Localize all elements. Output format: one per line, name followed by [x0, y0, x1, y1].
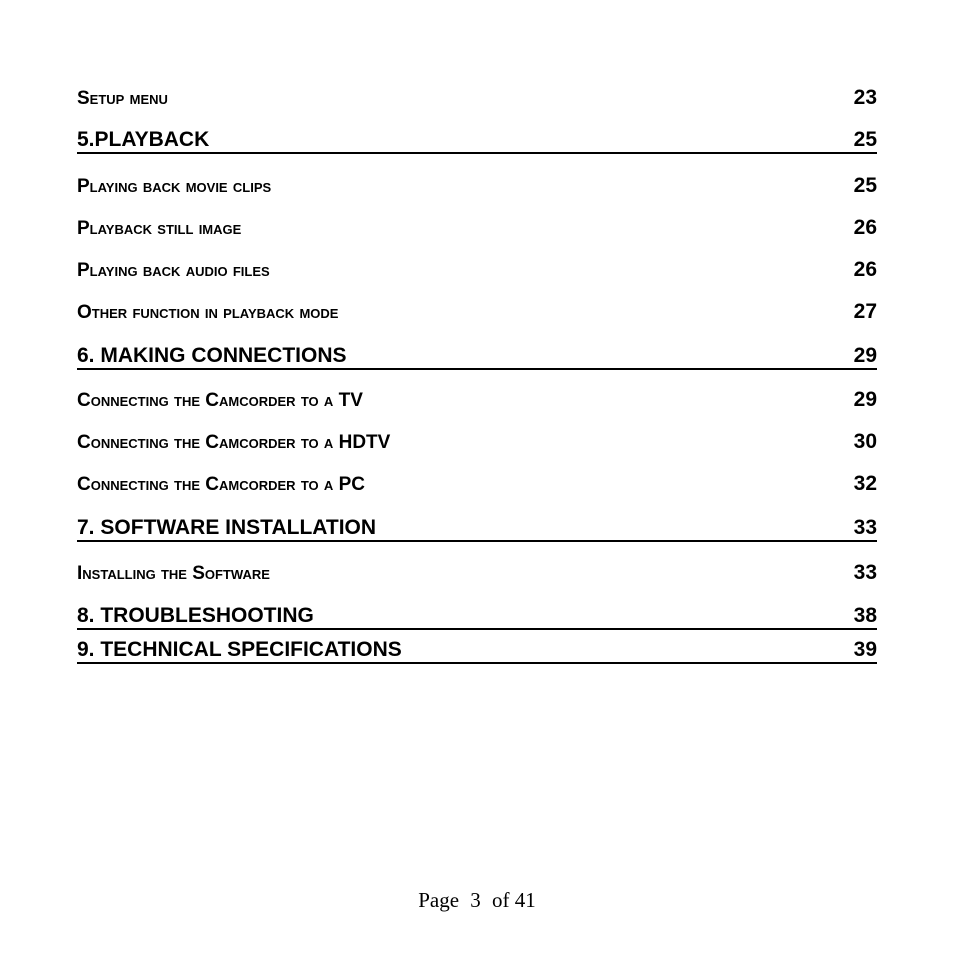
- toc-entry-page: 32: [853, 472, 877, 495]
- toc-chapter-page: 39: [853, 638, 877, 661]
- toc-chapter-software-installation[interactable]: [77, 510, 877, 542]
- toc-chapter-title: 5.PLAYBACK: [77, 128, 210, 151]
- footer-page-total: of 41: [492, 888, 536, 912]
- toc-entry-title: Other function in playback mode: [77, 302, 339, 323]
- toc-chapter-technical-specifications[interactable]: [77, 632, 877, 664]
- toc-chapter-page: 29: [853, 344, 877, 367]
- toc-entry-title: Playback still image: [77, 218, 242, 239]
- toc-entry-title: Connecting the Camcorder to a TV: [77, 390, 363, 411]
- toc-entry-page: 29: [853, 388, 877, 411]
- toc-entry-playing-movie[interactable]: [77, 168, 877, 198]
- toc-chapter-title: 8. TROUBLESHOOTING: [77, 604, 314, 627]
- toc-entry-page: 26: [853, 216, 877, 239]
- toc-entry-title: Installing the Software: [77, 563, 270, 584]
- toc-entry-title: Setup menu: [77, 88, 168, 109]
- toc-entry-installing-software[interactable]: [77, 555, 877, 585]
- footer-page-number: 3: [470, 888, 481, 912]
- toc-entry-page: 25: [853, 174, 877, 197]
- toc-entry-playing-audio[interactable]: [77, 252, 877, 282]
- toc-chapter-playback[interactable]: [77, 122, 877, 154]
- toc-entry-title: Connecting the Camcorder to a HDTV: [77, 432, 391, 453]
- toc-chapter-page: 25: [853, 128, 877, 151]
- toc-entry-connect-pc[interactable]: [77, 466, 877, 496]
- toc-entry-playback-still[interactable]: [77, 210, 877, 240]
- toc-chapter-title: 9. TECHNICAL SPECIFICATIONS: [77, 638, 402, 661]
- toc-entry-title: Playing back audio files: [77, 260, 270, 281]
- toc-chapter-troubleshooting[interactable]: [77, 598, 877, 630]
- toc-chapter-title: 7. SOFTWARE INSTALLATION: [77, 516, 377, 539]
- toc-entry-page: 30: [853, 430, 877, 453]
- toc-entry-setup-menu[interactable]: [77, 80, 877, 110]
- toc-chapter-page: 33: [853, 516, 877, 539]
- toc-chapter-making-connections[interactable]: [77, 338, 877, 370]
- toc-entry-connect-tv[interactable]: [77, 382, 877, 412]
- toc-entry-page: 27: [853, 300, 877, 323]
- toc-chapter-page: 38: [853, 604, 877, 627]
- toc-entry-title: Playing back movie clips: [77, 176, 272, 197]
- footer-page-label: Page: [418, 888, 460, 912]
- toc-entry-title: Connecting the Camcorder to a PC: [77, 474, 365, 495]
- page-footer: [0, 888, 954, 913]
- toc-chapter-title: 6. MAKING CONNECTIONS: [77, 344, 347, 367]
- toc-entry-page: 23: [853, 86, 877, 109]
- toc-entry-other-function[interactable]: [77, 294, 877, 324]
- toc-entry-page: 33: [853, 561, 877, 584]
- toc-entry-connect-hdtv[interactable]: [77, 424, 877, 454]
- toc-entry-page: 26: [853, 258, 877, 281]
